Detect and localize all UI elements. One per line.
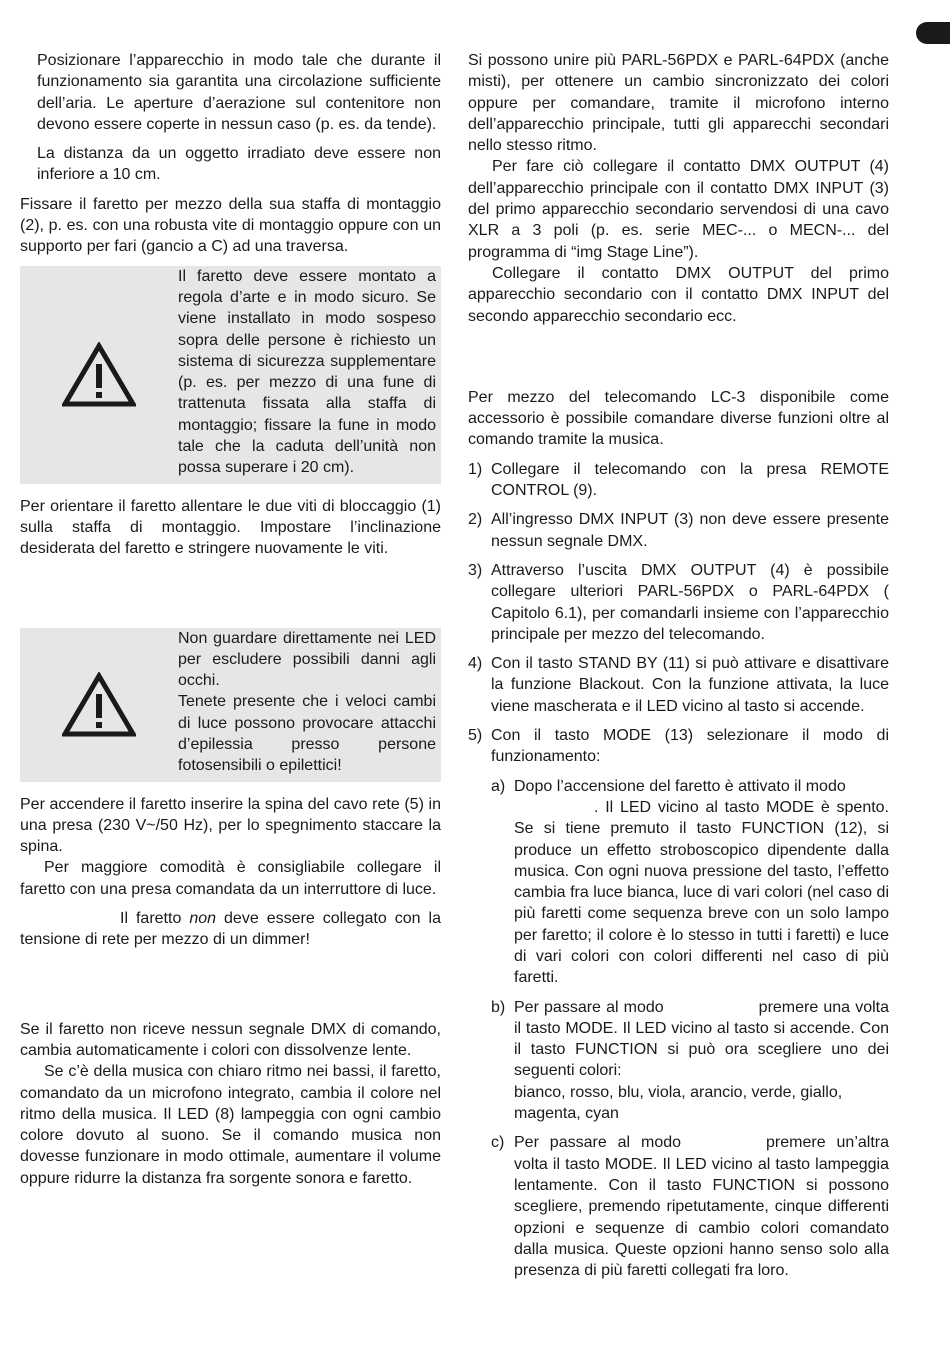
paragraph-distance: La distanza da un oggetto irradiato deve essere non inferiore a 10 cm. [37, 145, 441, 184]
list-item: 2) All’ingresso DMX INPUT (3) non deve essere presente nessun segnale DMX. [468, 511, 889, 550]
paragraph-remote-intro: Per mezzo del telecomando LC-3 disponibile come accessorio è possibile comandare diverse funzioni oltre al comando tramite la musica. [468, 388, 889, 449]
list-item: 1) Collegare il telecomando con la presa REMOTE CONTROL (9). [468, 460, 889, 500]
warning-box-mounting [20, 266, 441, 484]
left-column [20, 50, 441, 1189]
list-item: a) Dopo l’accensione del faretto è attivato il modo . Il LED vicino al tasto MODE è spento. Se si tiene premuto il tasto FUNCTION (12), si produce un effetto stroboscopico dipendente dalla musica. Con ogni nuova pressione del tasto, l’effetto cambia fra luce bianca, luce di vari colori (nel caso di più faretti come sequenza breve con un solo lampo per faretto; il colore è lo stesso in tutti i faretti) e luce di vari colori con colori differenti nel caso di più faretti. [491, 777, 889, 987]
list-item: 3) Attraverso l’uscita DMX OUTPUT (4) è possibile collegare ulteriori PARL-56PDX o PARL-64PDX ( Capitolo 6.1), per comandarli insieme con l’apparecchio principale per mezzo del telecomando. [468, 561, 889, 643]
list-item: 4) Con il tasto STAND BY (11) si può attivare e disattivare la funzione Blackout. Con la funzione attivata, la luce viene mascherata e il LED vicino al tasto si accende. [468, 655, 889, 715]
warning-box-eyes [20, 628, 441, 782]
mode-sublist [491, 776, 889, 1282]
paragraph-dimmer-warning [20, 908, 441, 951]
warning-text-mounting: Il faretto deve essere montato a regola d’arte e in modo sicuro. Se viene installato in modo sospeso sopra delle persone è richiesto un sistema di sicurezza supplementare (p. es. per mezzo di una fune di trattenuta fissata alla staffa di montaggio; fissare la fune in modo tale che la caduta dell’unità non possa superare i 20 cm). [178, 267, 436, 477]
paragraph-link-units: Si possono unire più PARL-56PDX e PARL-64PDX (anche misti), per ottenere un cambio sincronizzato dei colori oppure per comandare, tramite il microfono interno dell’apparecchio principale, tutti gli apparecchi secondari nello stesso ritmo. [468, 52, 889, 155]
warning-text-epilepsy: Tenete presente che i veloci cambi di luce possono provocare attacchi d’epilessia presso persone fotosensibili o epilettici! [178, 693, 436, 775]
paragraph-dmx-connect: Per fare ciò collegare il contatto DMX OUTPUT (4) dell’apparecchio principale con il contatto DMX INPUT (3) del primo apparecchio secondario servendosi di una cavo XLR a 3 poli (p. es. serie MEC-... o MECN-... del programma di “img Stage Line”). [468, 158, 889, 261]
paragraph-dmx-chain: Collegare il contatto DMX OUTPUT del primo apparecchio secondario con il contatto DMX INPUT del secondo apparecchio secondario ecc. [468, 264, 889, 325]
warning-text-eyes: Non guardare direttamente nei LED per escludere possibili danni agli occhi. [178, 629, 436, 690]
list-item: b) Per passare al modo premere una volta il tasto MODE. Il LED vicino al tasto si accende. Con il tasto FUNCTION si può ora scegliere uno dei seguenti colori: bianco, rosso, blu, viola, arancio, verde, giallo, magenta, cyan [491, 998, 889, 1123]
remote-steps-list [468, 459, 889, 1290]
paragraph-power-on: Per accendere il faretto inserire la spina del cavo rete (5) in una presa (230 V~/50 Hz), per lo spegnimento staccare la spina. [20, 795, 441, 856]
paragraph-mounting: Fissare il faretto per mezzo della sua staffa di montaggio (2), p. es. con una robusta vite di montaggio oppure con un supporto per fari (gancio a C) ad una traversa. [20, 195, 441, 256]
paragraph-ventilation: Posizionare l’apparecchio in modo tale che durante il funzionamento sia garantita una circolazione sufficiente dell’aria. Le aperture d’aerazione sul contenitore non devono essere coperte in nessun caso (p. es. da tende). [37, 52, 441, 133]
right-column [468, 50, 889, 1297]
list-item: c) Per passare al modo premere un’altra volta il tasto MODE. Il LED vicino al tasto lampeggia lentamente. Con il tasto FUNCTION si possono scegliere, premendo ripetutamente, cinque differenti opzioni e sequenze di cambio colori comandato dalla musica. Queste opzioni hanno senso solo alla presenza di più faretti collegati fra loro. [491, 1134, 889, 1280]
dimmer-text-a: Il faretto [120, 910, 190, 928]
language-tab-marker [916, 22, 950, 44]
paragraph-switched-outlet: Per maggiore comodità è consigliabile collegare il faretto con una presa comandata da un interruttore di luce. [20, 859, 441, 898]
dimmer-text-c: deve essere collegato con la tensione di rete per mezzo di un dimmer! [20, 910, 442, 949]
paragraph-music-control: Se c’è della musica con chiaro ritmo nei bassi, il faretto, comandato da un microfono integrato, cambia il colore nel ritmo della musica. Il LED (8) lampeggia con ogni cambio colore dovuto al suono. Se il comando musica non dovesse funzionare in modo ottimale, aumentare il volume oppure ridurre la distanza fra sorgente sonora e faretto. [20, 1063, 441, 1187]
warning-triangle-icon [20, 628, 178, 782]
dimmer-text-non: non [189, 910, 217, 928]
paragraph-no-dmx: Se il faretto non riceve nessun segnale DMX di comando, cambia automaticamente i colori con dissolvenze lente. [20, 1020, 441, 1059]
paragraph-orientation: Per orientare il faretto allentare le due viti di bloccaggio (1) sulla staffa di montaggio. Impostare l’inclinazione desiderata del faretto e stringere nuovamente le viti. [20, 497, 441, 558]
list-item: 5) Con il tasto MODE (13) selezionare il modo di funzionamento: a) Dopo l’accensione del faretto è attivato il modo . Il LED vicino al tasto MODE è spento. Se si tiene premuto il tasto FUNCTION (12), si produce un effetto stroboscopico dipendente dalla musica. Con ogni nuova pressione del tasto, l’effetto cambia fra luce bianca, luce di vari colori (nel caso di più faretti come sequenza breve con un solo lampo per faretto; il colore è lo stesso in tutti i faretti) e luce di vari colori con colori differenti nel caso di più faretti. b) Per passare al modo premere una volta il tasto MODE. Il LED vicino al tasto si accende. Con il tasto FUNCTION si può ora scegliere uno dei seguenti colori: bianco, rosso, blu, viola, arancio, verde, giallo, magenta, cyan c) Per passare al modo premere un’altra volta il tasto MODE. Il LED vicino al tasto lampeggia lentamente. Con il tasto FUNCTION si possono scegliere, premendo ripetutamente, cinque differenti opzioni e sequenze di cambio colori comandato dalla musica. Queste opzioni hanno senso solo alla presenza di più faretti collegati fra loro. [468, 725, 889, 1289]
warning-triangle-icon [20, 266, 178, 484]
